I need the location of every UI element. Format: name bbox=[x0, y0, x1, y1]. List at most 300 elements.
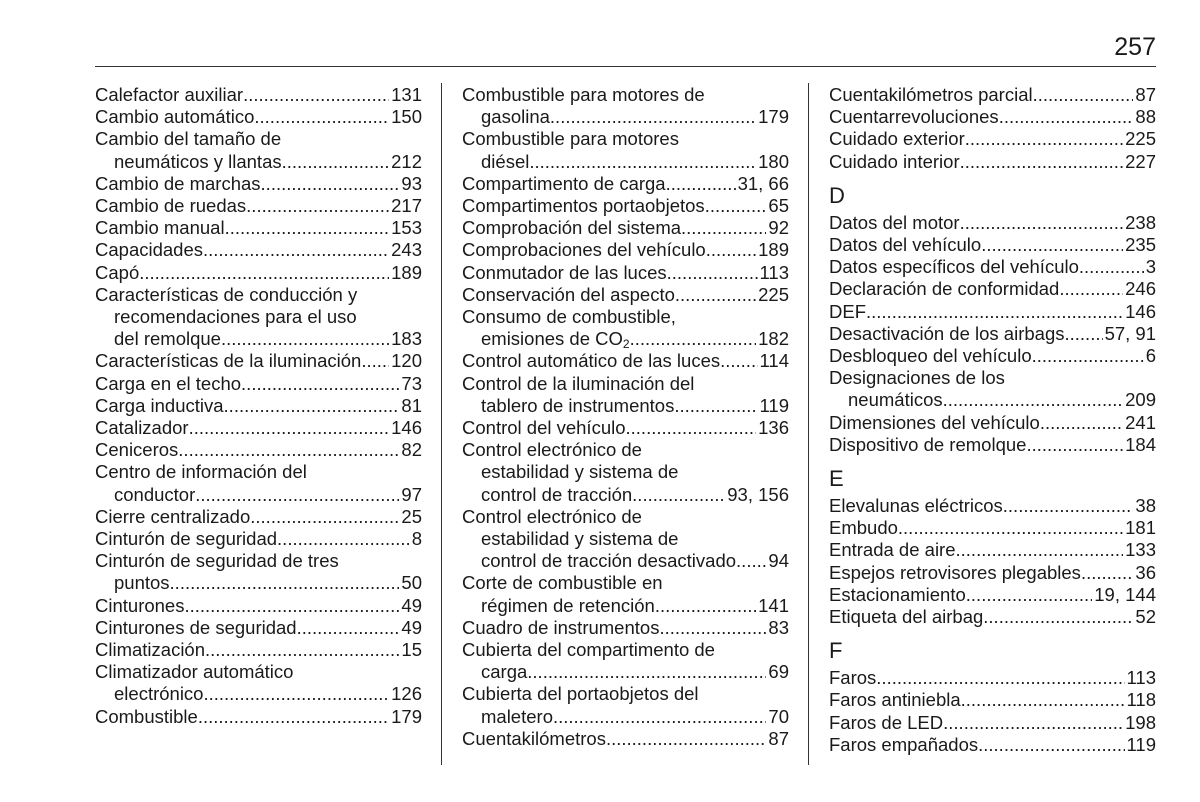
index-entry bbox=[829, 128, 1156, 150]
entry-term-continuation bbox=[95, 683, 422, 705]
entry-term-continuation bbox=[462, 661, 789, 683]
entry-page: 217 bbox=[391, 195, 422, 217]
entry-page: 225 bbox=[1125, 128, 1156, 150]
entry-term bbox=[462, 350, 789, 372]
entry-text: Conservación del aspecto bbox=[462, 283, 675, 305]
entry-text: Cuentakilómetros parcial bbox=[829, 84, 1033, 105]
index-entry bbox=[829, 345, 1156, 367]
dot-leader bbox=[224, 395, 400, 417]
entry-text: tablero de instrumentos bbox=[481, 394, 675, 416]
index-entry bbox=[829, 323, 1156, 345]
dot-leader bbox=[999, 106, 1134, 128]
index-entry bbox=[829, 234, 1156, 256]
dot-leader bbox=[655, 595, 756, 617]
entry-text: Cierre centralizado bbox=[95, 505, 251, 527]
index-entry bbox=[462, 284, 789, 306]
dot-leader bbox=[1003, 495, 1134, 517]
entry-text: Cuidado exterior bbox=[829, 128, 965, 150]
entry-term-continuation bbox=[462, 595, 789, 617]
dot-leader bbox=[297, 617, 400, 639]
entry-text: Características de la iluminación bbox=[95, 350, 362, 372]
entry-text: del remolque bbox=[114, 328, 221, 350]
dot-leader bbox=[659, 617, 766, 639]
entry-term-continuation bbox=[462, 550, 789, 572]
index-entry bbox=[95, 239, 422, 261]
dot-leader bbox=[667, 262, 758, 284]
index-entry bbox=[95, 173, 422, 195]
entry-text: Datos del vehículo bbox=[829, 234, 982, 256]
entry-term bbox=[829, 689, 1156, 711]
dot-leader bbox=[178, 439, 399, 461]
entry-page: 6 bbox=[1145, 345, 1156, 367]
dot-leader bbox=[243, 84, 389, 106]
entry-page: 146 bbox=[1125, 300, 1156, 322]
entry-term bbox=[829, 234, 1156, 256]
dot-leader bbox=[666, 173, 736, 195]
entry-term bbox=[829, 562, 1156, 584]
entry-text: control de tracción bbox=[481, 483, 633, 505]
entry-text: Espejos retrovisores plegables bbox=[829, 561, 1081, 583]
index-entry bbox=[95, 106, 422, 128]
entry-text: Características de conducción y bbox=[95, 283, 358, 305]
entry-text: Climatización bbox=[95, 639, 206, 661]
entry-term bbox=[829, 712, 1156, 734]
entry-page: 181 bbox=[1125, 517, 1156, 539]
dot-leader bbox=[706, 239, 756, 261]
dot-leader bbox=[203, 239, 389, 261]
page-number: 257 bbox=[1114, 33, 1156, 61]
dot-leader bbox=[205, 639, 399, 661]
entry-page: 65 bbox=[768, 195, 789, 217]
entry-term bbox=[462, 262, 789, 284]
entry-term bbox=[829, 606, 1156, 628]
entry-text: Catalizador bbox=[95, 417, 189, 439]
entry-page: 93, 156 bbox=[727, 483, 789, 505]
entry-page: 225 bbox=[758, 283, 789, 305]
dot-leader bbox=[1026, 434, 1123, 456]
index-entry bbox=[95, 417, 422, 439]
dot-leader bbox=[195, 484, 399, 506]
subscript: 2 bbox=[622, 337, 630, 352]
entry-text: Carga inductiva bbox=[95, 394, 224, 416]
dot-leader bbox=[139, 262, 389, 284]
entry-term bbox=[462, 195, 789, 217]
index-column-3 bbox=[829, 84, 1156, 756]
entry-term-continuation bbox=[95, 484, 422, 506]
dot-leader bbox=[277, 528, 410, 550]
entry-term bbox=[95, 173, 422, 195]
index-entry bbox=[95, 506, 422, 528]
entry-term bbox=[95, 239, 422, 261]
entry-term-continuation bbox=[462, 528, 789, 550]
dot-leader bbox=[674, 395, 757, 417]
entry-term bbox=[95, 595, 422, 617]
index-entry bbox=[829, 84, 1156, 106]
entry-text: Estacionamiento bbox=[829, 583, 966, 605]
entry-text: Control de la iluminación del bbox=[462, 372, 695, 394]
entry-text: Combustible para motores bbox=[462, 128, 679, 150]
dot-leader bbox=[1040, 412, 1123, 434]
entry-text: neumáticos y llantas bbox=[114, 150, 282, 172]
entry-text: Cuidado interior bbox=[829, 150, 960, 172]
entry-term bbox=[462, 173, 789, 195]
entry-text: gasolina bbox=[481, 106, 550, 128]
entry-text: Faros antiniebla bbox=[829, 689, 961, 711]
entry-term-continuation bbox=[95, 328, 422, 350]
dot-leader bbox=[981, 234, 1123, 256]
entry-text: Compartimentos portaobjetos bbox=[462, 195, 705, 217]
entry-term bbox=[829, 412, 1156, 434]
entry-term-continuation bbox=[462, 151, 789, 173]
entry-page: 189 bbox=[758, 239, 789, 261]
dot-leader bbox=[221, 328, 389, 350]
entry-text: Comprobaciones del vehículo bbox=[462, 239, 706, 261]
index-entry bbox=[462, 506, 789, 573]
dot-leader bbox=[960, 151, 1124, 173]
index-entry bbox=[95, 350, 422, 372]
entry-term bbox=[95, 395, 422, 417]
dot-leader bbox=[241, 373, 399, 395]
entry-page: 119 bbox=[1126, 733, 1156, 755]
entry-page: 179 bbox=[391, 705, 422, 727]
entry-term bbox=[95, 461, 422, 483]
entry-text: puntos bbox=[114, 572, 170, 594]
entry-term-continuation bbox=[95, 306, 422, 328]
entry-page: 15 bbox=[401, 639, 422, 661]
entry-page: 19, 144 bbox=[1094, 583, 1156, 605]
entry-text: Cinturones bbox=[95, 594, 185, 616]
index-entry bbox=[829, 562, 1156, 584]
entry-page: 136 bbox=[758, 417, 789, 439]
entry-page: 146 bbox=[391, 417, 422, 439]
entry-page: 49 bbox=[401, 594, 422, 616]
entry-page: 131 bbox=[391, 84, 422, 105]
entry-term bbox=[462, 506, 789, 528]
index-entry bbox=[462, 350, 789, 372]
dot-leader bbox=[898, 517, 1123, 539]
dot-leader bbox=[606, 728, 766, 750]
entry-text: Declaración de conformidad bbox=[829, 278, 1060, 300]
entry-text: electrónico bbox=[114, 683, 204, 705]
entry-text: Elevalunas eléctricos bbox=[829, 495, 1003, 517]
dot-leader bbox=[675, 284, 756, 306]
entry-term bbox=[829, 256, 1156, 278]
entry-page: 81 bbox=[401, 394, 422, 416]
entry-term bbox=[95, 262, 422, 284]
index-entry bbox=[829, 517, 1156, 539]
section-letter: D bbox=[829, 182, 845, 208]
entry-text: estabilidad y sistema de bbox=[481, 461, 679, 483]
entry-text: Designaciones de los bbox=[829, 367, 1005, 389]
index-entry bbox=[829, 495, 1156, 517]
dot-leader bbox=[1032, 345, 1144, 367]
dot-leader bbox=[250, 506, 399, 528]
entry-page: 83 bbox=[768, 616, 789, 638]
index-entry bbox=[95, 661, 422, 705]
index-entry bbox=[829, 106, 1156, 128]
dot-leader bbox=[170, 572, 400, 594]
entry-page: 25 bbox=[401, 505, 422, 527]
entry-page: 238 bbox=[1125, 211, 1156, 233]
entry-page: 50 bbox=[401, 572, 422, 594]
entry-term-continuation bbox=[95, 572, 422, 594]
entry-text: Desbloqueo del vehículo bbox=[829, 345, 1032, 367]
entry-text: Capó bbox=[95, 261, 140, 283]
entry-page: 36 bbox=[1135, 561, 1156, 583]
entry-page: 150 bbox=[391, 106, 422, 128]
index-column-2 bbox=[462, 84, 789, 750]
entry-text: Combustible bbox=[95, 705, 198, 727]
entry-term bbox=[95, 506, 422, 528]
dot-leader bbox=[203, 683, 389, 705]
index-entry bbox=[462, 373, 789, 417]
entry-text: maletero bbox=[481, 705, 553, 727]
entry-term bbox=[95, 217, 422, 239]
entry-text: neumáticos bbox=[848, 389, 943, 411]
entry-text: control de tracción desactivado bbox=[481, 550, 737, 572]
entry-text: Capacidades bbox=[95, 239, 203, 261]
entry-text: Cuadro de instrumentos bbox=[462, 616, 660, 638]
entry-page: 113 bbox=[759, 261, 789, 283]
entry-text: conductor bbox=[114, 483, 196, 505]
entry-page: 235 bbox=[1125, 234, 1156, 256]
entry-text: Comprobación del sistema bbox=[462, 217, 682, 239]
entry-page: 70 bbox=[768, 705, 789, 727]
dot-leader bbox=[630, 328, 757, 350]
entry-text: Entrada de aire bbox=[829, 539, 956, 561]
section-letter: E bbox=[829, 466, 844, 492]
index-entry bbox=[95, 395, 422, 417]
index-entry bbox=[462, 439, 789, 506]
dot-leader bbox=[876, 667, 1124, 689]
entry-page: 118 bbox=[1126, 689, 1156, 711]
dot-leader bbox=[965, 128, 1123, 150]
entry-page: 184 bbox=[1125, 433, 1156, 455]
index-entry bbox=[462, 195, 789, 217]
entry-term bbox=[829, 128, 1156, 150]
index-entry bbox=[829, 539, 1156, 561]
entry-term bbox=[462, 617, 789, 639]
dot-leader bbox=[261, 173, 400, 195]
entry-page: 182 bbox=[758, 328, 789, 350]
entry-term bbox=[95, 128, 422, 150]
entry-term bbox=[462, 439, 789, 461]
header-rule bbox=[95, 66, 1156, 67]
index-entry bbox=[95, 373, 422, 395]
index-entry bbox=[829, 278, 1156, 300]
entry-text: Cinturón de seguridad bbox=[95, 528, 278, 550]
dot-leader bbox=[978, 734, 1124, 756]
entry-text: Carga en el techo bbox=[95, 372, 242, 394]
entry-page: 87 bbox=[768, 727, 789, 749]
entry-page: 88 bbox=[1135, 106, 1156, 128]
entry-term-continuation bbox=[462, 461, 789, 483]
entry-text: Cuentakilómetros bbox=[462, 727, 606, 749]
entry-term bbox=[462, 373, 789, 395]
index-entry bbox=[829, 734, 1156, 756]
entry-page: 8 bbox=[411, 528, 422, 550]
entry-page: 49 bbox=[401, 616, 422, 638]
entry-text: Cambio del tamaño de bbox=[95, 128, 282, 150]
index-entry bbox=[95, 284, 422, 351]
entry-page: 52 bbox=[1135, 606, 1156, 628]
entry-text: Ceniceros bbox=[95, 439, 179, 461]
entry-text: Consumo de combustible, bbox=[462, 306, 676, 328]
entry-term bbox=[829, 106, 1156, 128]
entry-page: 87 bbox=[1135, 84, 1156, 105]
entry-page: 209 bbox=[1125, 389, 1156, 411]
entry-text: Cubierta del compartimento de bbox=[462, 639, 715, 661]
entry-text: Faros de LED bbox=[829, 711, 944, 733]
dot-leader bbox=[983, 606, 1133, 628]
entry-page: 243 bbox=[391, 239, 422, 261]
dot-leader bbox=[527, 661, 766, 683]
index-entry bbox=[462, 639, 789, 683]
entry-page: 97 bbox=[401, 483, 422, 505]
entry-page: 153 bbox=[391, 217, 422, 239]
entry-page: 38 bbox=[1135, 495, 1156, 517]
entry-term bbox=[462, 284, 789, 306]
entry-term-continuation bbox=[462, 395, 789, 417]
entry-page: 241 bbox=[1125, 411, 1156, 433]
entry-page: 94 bbox=[768, 550, 789, 572]
entry-text: Cambio automático bbox=[95, 106, 255, 128]
entry-text: Etiqueta del airbag bbox=[829, 606, 984, 628]
entry-text: Conmutador de las luces bbox=[462, 261, 667, 283]
column-divider-1 bbox=[441, 83, 442, 765]
entry-page: 93 bbox=[401, 172, 422, 194]
index-entry bbox=[829, 151, 1156, 173]
entry-text: DEF bbox=[829, 300, 866, 322]
dot-leader bbox=[720, 350, 757, 372]
index-entry bbox=[829, 412, 1156, 434]
entry-page: 133 bbox=[1125, 539, 1156, 561]
entry-page: 183 bbox=[391, 328, 422, 350]
entry-term bbox=[829, 212, 1156, 234]
entry-term bbox=[462, 639, 789, 661]
entry-term-continuation bbox=[462, 328, 789, 350]
index-entry bbox=[95, 461, 422, 505]
entry-term bbox=[95, 195, 422, 217]
entry-text: Compartimento de carga bbox=[462, 172, 666, 194]
entry-term bbox=[829, 278, 1156, 300]
entry-text: Control del vehículo bbox=[462, 417, 626, 439]
entry-term-continuation bbox=[95, 151, 422, 173]
entry-text: estabilidad y sistema de bbox=[481, 528, 679, 550]
entry-text: Cubierta del portaobjetos del bbox=[462, 683, 699, 705]
index-entry bbox=[829, 712, 1156, 734]
dot-leader bbox=[705, 195, 767, 217]
entry-page: 114 bbox=[759, 350, 789, 372]
entry-text: Dimensiones del vehículo bbox=[829, 411, 1040, 433]
entry-term bbox=[462, 128, 789, 150]
entry-page: 179 bbox=[758, 106, 789, 128]
entry-page: 126 bbox=[391, 683, 422, 705]
entry-term bbox=[829, 345, 1156, 367]
dot-leader bbox=[254, 106, 389, 128]
entry-text: Combustible para motores de bbox=[462, 84, 705, 105]
entry-text: Datos del motor bbox=[829, 211, 960, 233]
index-entry bbox=[829, 256, 1156, 278]
entry-text: Cuentarrevoluciones bbox=[829, 106, 999, 128]
entry-text: Cambio manual bbox=[95, 217, 225, 239]
entry-text: recomendaciones para el uso bbox=[114, 306, 357, 328]
entry-term bbox=[462, 217, 789, 239]
dot-leader bbox=[550, 106, 756, 128]
dot-leader bbox=[1033, 84, 1134, 106]
entry-term bbox=[95, 706, 422, 728]
index-entry bbox=[829, 367, 1156, 411]
dot-leader bbox=[529, 151, 756, 173]
entry-term bbox=[462, 84, 789, 106]
entry-text: Control electrónico de bbox=[462, 439, 642, 461]
entry-term bbox=[829, 495, 1156, 517]
entry-term-continuation bbox=[462, 706, 789, 728]
dot-leader bbox=[282, 151, 390, 173]
dot-leader bbox=[1081, 562, 1133, 584]
entry-term bbox=[462, 239, 789, 261]
dot-leader bbox=[736, 550, 766, 572]
entry-page: 246 bbox=[1125, 278, 1156, 300]
entry-text: diésel bbox=[481, 150, 530, 172]
entry-page: 198 bbox=[1125, 711, 1156, 733]
entry-term bbox=[95, 439, 422, 461]
index-entry bbox=[462, 306, 789, 350]
index-entry bbox=[95, 217, 422, 239]
entry-term bbox=[829, 301, 1156, 323]
entry-term bbox=[95, 350, 422, 372]
index-entry bbox=[462, 683, 789, 727]
index-entry bbox=[95, 706, 422, 728]
dot-leader bbox=[961, 689, 1125, 711]
entry-page: 189 bbox=[391, 261, 422, 283]
entry-text: carga bbox=[481, 661, 528, 683]
entry-page: 120 bbox=[391, 350, 422, 372]
entry-text: Datos específicos del vehículo bbox=[829, 256, 1079, 278]
dot-leader bbox=[966, 584, 1092, 606]
entry-term bbox=[829, 539, 1156, 561]
entry-term bbox=[829, 323, 1156, 345]
entry-page: 227 bbox=[1125, 150, 1156, 172]
entry-term-continuation bbox=[462, 106, 789, 128]
index-entry bbox=[95, 528, 422, 550]
entry-text: Calefactor auxiliar bbox=[95, 84, 244, 105]
dot-leader bbox=[553, 706, 766, 728]
dot-leader bbox=[189, 417, 390, 439]
entry-text: Desactivación de los airbags bbox=[829, 322, 1065, 344]
index-entry bbox=[829, 584, 1156, 606]
entry-term bbox=[829, 151, 1156, 173]
index-entry bbox=[95, 262, 422, 284]
entry-page: 3 bbox=[1145, 256, 1156, 278]
entry-term bbox=[462, 572, 789, 594]
index-entry bbox=[95, 639, 422, 661]
dot-leader bbox=[1059, 278, 1123, 300]
dot-leader bbox=[1079, 256, 1144, 278]
entry-text: Control automático de las luces bbox=[462, 350, 721, 372]
entry-text: Dispositivo de remolque bbox=[829, 433, 1027, 455]
column-divider-2 bbox=[808, 83, 809, 765]
entry-text: régimen de retención bbox=[481, 594, 655, 616]
entry-term bbox=[95, 661, 422, 683]
entry-page: 73 bbox=[401, 372, 422, 394]
index-entry bbox=[95, 617, 422, 639]
index-entry bbox=[829, 667, 1156, 689]
entry-page: 92 bbox=[768, 217, 789, 239]
entry-term bbox=[95, 84, 422, 106]
index-entry bbox=[462, 84, 789, 128]
entry-page: 82 bbox=[401, 439, 422, 461]
